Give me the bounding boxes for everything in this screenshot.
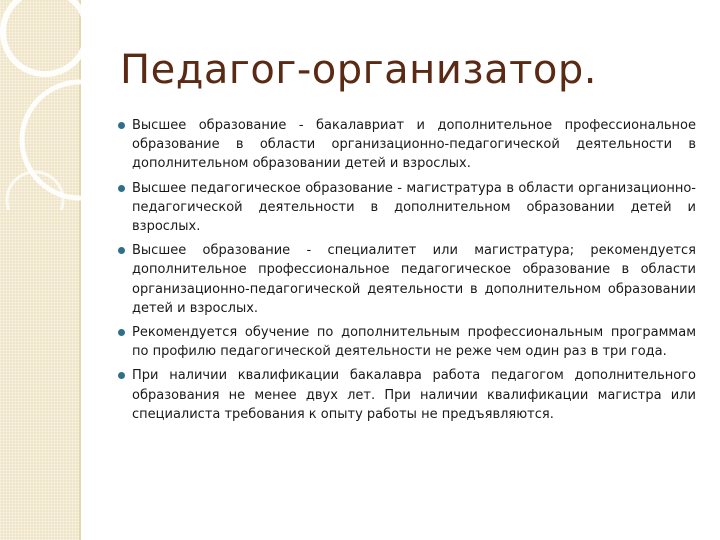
decorative-circles bbox=[0, 0, 120, 210]
list-item bbox=[116, 116, 696, 174]
slide-title: Педагог-организатор. bbox=[120, 47, 597, 93]
bullet-icon bbox=[118, 329, 125, 336]
bullet-icon bbox=[118, 247, 125, 254]
list-item bbox=[116, 366, 696, 424]
bullet-text: Высшее образование - специалитет или магистратура; рекомендуется дополнительное профессиональное педагогическое образование в области организационно-педагогической деятельности в дополнительном образовании детей и взрослых. bbox=[132, 243, 696, 316]
list-item bbox=[116, 323, 696, 361]
decorative-circle-large bbox=[22, 82, 120, 198]
decorative-circle-top bbox=[3, 0, 87, 74]
bullet-icon bbox=[118, 372, 125, 379]
bullet-icon bbox=[118, 122, 125, 129]
bullet-text: Высшее педагогическое образование - магистратура в области организационно-педагогической деятельности в дополнительном образовании детей и взрослых. bbox=[132, 180, 696, 235]
list-item bbox=[116, 241, 696, 318]
bullet-text: Высшее образование - бакалавриат и дополнительное профессиональное образование в области организационно-педагогической деятельности в дополнительном образовании детей и взрослых. bbox=[132, 118, 696, 172]
bullet-icon bbox=[118, 185, 125, 192]
bullet-list bbox=[116, 116, 696, 429]
list-item bbox=[116, 179, 696, 237]
bullet-text: При наличии квалификации бакалавра работа педагогом дополнительного образования не менее двух лет. При наличии квалификации магистра или специалиста требования к опыту работы не предъявляются. bbox=[132, 368, 696, 422]
bullet-text: Рекомендуется обучение по дополнительным профессиональным программам по профилю педагогической деятельности не реже чем один раз в три года. bbox=[132, 325, 696, 360]
